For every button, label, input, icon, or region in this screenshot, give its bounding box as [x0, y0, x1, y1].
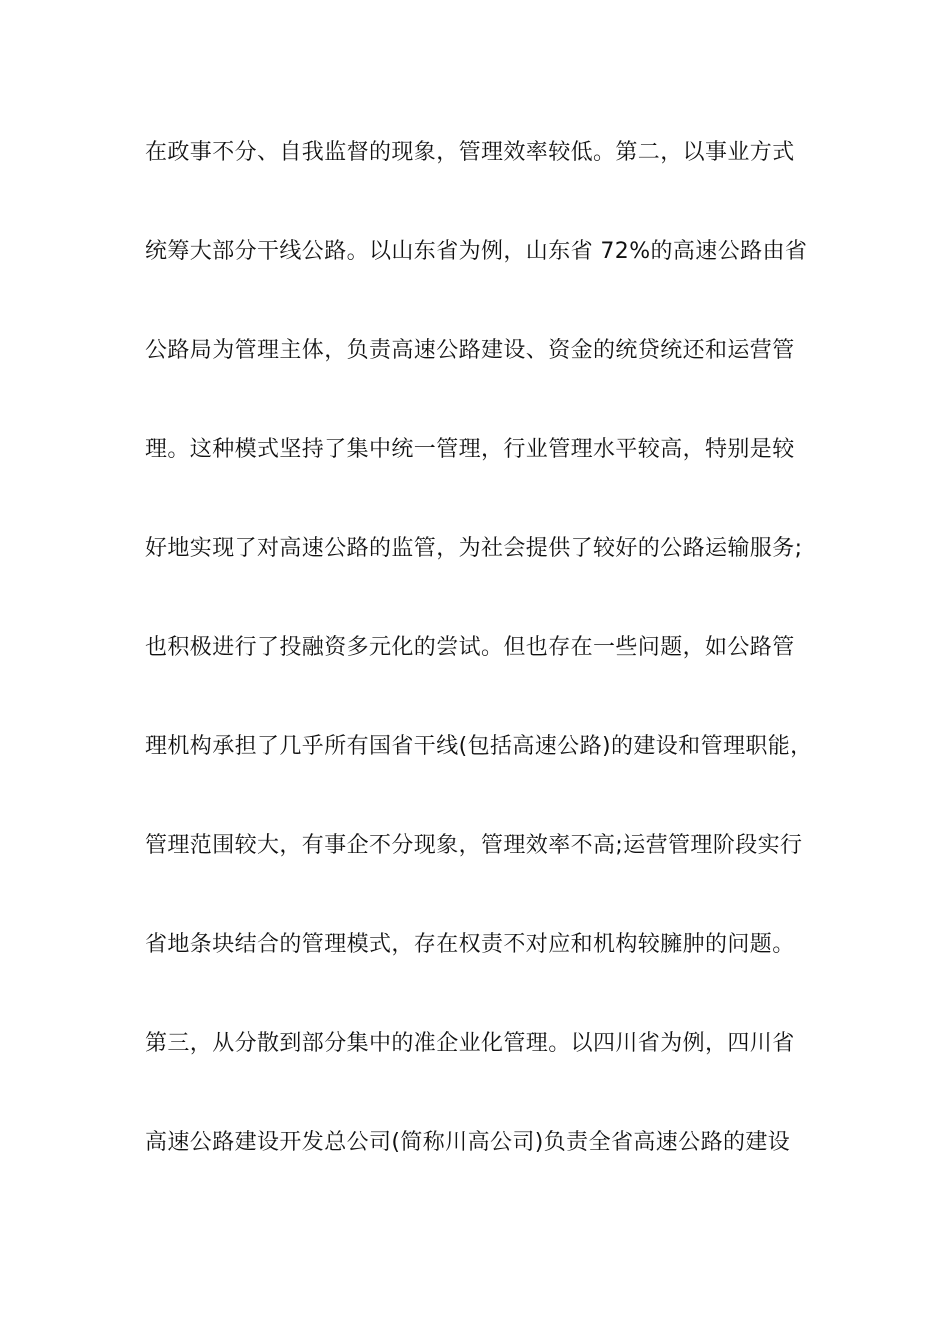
body-text-line: 公路局为管理主体，负责高速公路建设、资金的统贷统还和运营管 [145, 338, 795, 363]
body-text-line: 在政事不分、自我监督的现象，管理效率较低。第二，以事业方式 [145, 140, 795, 165]
body-text-line: 第三，从分散到部分集中的准企业化管理。以四川省为例，四川省 [145, 1031, 795, 1056]
body-text-line: 理。这种模式坚持了集中统一管理，行业管理水平较高，特别是较 [145, 437, 795, 462]
body-text-line: 管理范围较大，有事企不分现象，管理效率不高;运营管理阶段实行 [145, 833, 803, 858]
body-text-line: 好地实现了对高速公路的监管，为社会提供了较好的公路运输服务; [145, 536, 803, 561]
body-text-line: 也积极进行了投融资多元化的尝试。但也存在一些问题，如公路管 [145, 635, 795, 660]
body-text-line: 统筹大部分干线公路。以山东省为例，山东省 72%的高速公路由省 [145, 239, 808, 264]
body-text-line: 高速公路建设开发总公司(简称川高公司)负责全省高速公路的建设 [145, 1130, 791, 1155]
body-text-line: 理机构承担了几乎所有国省干线(包括高速公路)的建设和管理职能， [145, 734, 813, 759]
body-text-line: 省地条块结合的管理模式，存在权责不对应和机构较臃肿的问题。 [145, 932, 795, 957]
